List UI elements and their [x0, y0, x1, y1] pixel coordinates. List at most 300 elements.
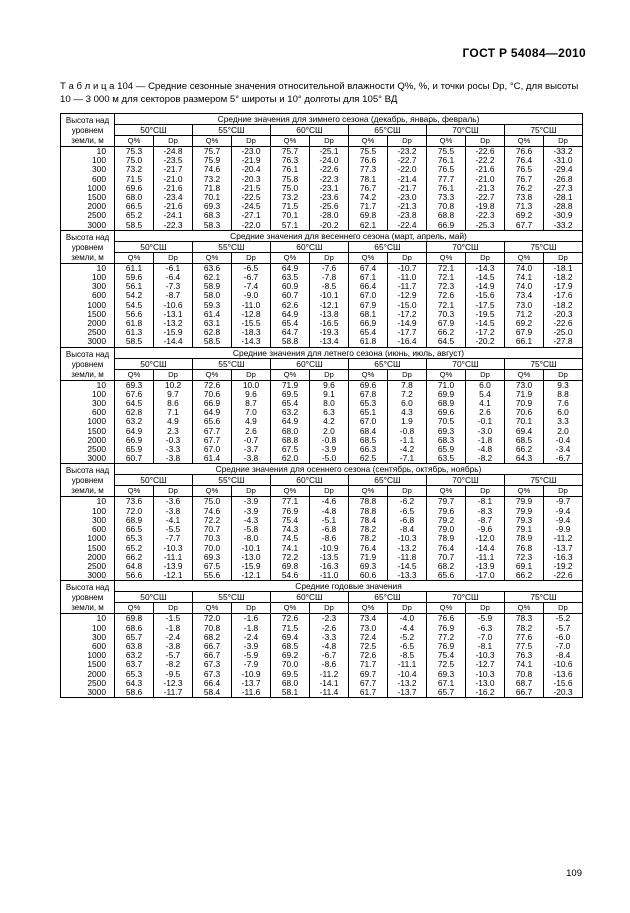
dewpoint-cell: -4.8: [310, 507, 349, 516]
humidity-subheader: Q%: [505, 603, 544, 614]
dewpoint-cell: -13.3: [388, 571, 427, 581]
humidity-cell: 71.5: [271, 202, 310, 211]
altitude-cell: 2500: [61, 679, 115, 688]
humidity-cell: 73.0: [349, 624, 388, 633]
table-row: [61, 193, 583, 202]
humidity-cell: 67.5: [271, 445, 310, 454]
humidity-subheader: Q%: [115, 136, 154, 147]
humidity-cell: 65.6: [193, 417, 232, 426]
humidity-cell: 68.3: [427, 436, 466, 445]
humidity-cell: 73.0: [505, 380, 544, 390]
humidity-cell: 76.6: [349, 156, 388, 165]
humidity-cell: 78.8: [349, 497, 388, 507]
dewpoint-cell: -15.6: [466, 291, 505, 300]
dewpoint-cell: -19.8: [466, 202, 505, 211]
dewpoint-cell: -26.8: [544, 175, 583, 184]
dewpoint-cell: -24.8: [154, 147, 193, 157]
dewpoint-cell: -20.3: [544, 310, 583, 319]
height-column-header: Высота над уровнем земли, м: [61, 230, 115, 263]
dewpoint-cell: -7.0: [544, 642, 583, 651]
dewpoint-subheader: Dp: [466, 136, 505, 147]
altitude-cell: 1000: [61, 534, 115, 543]
humidity-cell: 65.3: [115, 670, 154, 679]
dewpoint-cell: -23.5: [154, 156, 193, 165]
dewpoint-cell: -22.0: [388, 165, 427, 174]
humidity-cell: 78.2: [349, 525, 388, 534]
dewpoint-subheader: Dp: [466, 603, 505, 614]
dewpoint-cell: -12.7: [466, 660, 505, 669]
altitude-cell: 10: [61, 263, 115, 273]
dewpoint-cell: -8.1: [466, 642, 505, 651]
dewpoint-cell: -6.3: [466, 624, 505, 633]
humidity-cell: 72.2: [193, 516, 232, 525]
humidity-cell: 66.2: [115, 553, 154, 562]
altitude-cell: 3000: [61, 688, 115, 698]
humidity-subheader: Q%: [271, 603, 310, 614]
dewpoint-cell: 8.8: [544, 390, 583, 399]
altitude-cell: 100: [61, 273, 115, 282]
dewpoint-cell: 4.2: [310, 417, 349, 426]
humidity-cell: 67.0: [349, 417, 388, 426]
dewpoint-subheader: Dp: [466, 369, 505, 380]
humidity-cell: 62.8: [193, 328, 232, 337]
altitude-cell: 600: [61, 642, 115, 651]
dewpoint-cell: -25.1: [310, 147, 349, 157]
humidity-cell: 76.4: [349, 544, 388, 553]
dewpoint-cell: -7.1: [388, 454, 427, 464]
humidity-cell: 69.5: [271, 390, 310, 399]
humidity-cell: 76.8: [505, 544, 544, 553]
humidity-cell: 60.7: [115, 454, 154, 464]
dewpoint-cell: 1.9: [388, 417, 427, 426]
dewpoint-cell: -12.0: [466, 534, 505, 543]
dewpoint-cell: -4.8: [466, 445, 505, 454]
altitude-cell: 100: [61, 390, 115, 399]
humidity-cell: 74.1: [505, 273, 544, 282]
humidity-cell: 75.5: [427, 147, 466, 157]
humidity-cell: 61.7: [349, 688, 388, 698]
table-row: [61, 436, 583, 445]
dewpoint-cell: -20.2: [466, 337, 505, 347]
humidity-cell: 67.1: [349, 273, 388, 282]
humidity-cell: 69.4: [271, 633, 310, 642]
table-row: [61, 165, 583, 174]
humidity-cell: 75.4: [271, 516, 310, 525]
table-row: [61, 310, 583, 319]
dewpoint-cell: -3.9: [310, 445, 349, 454]
dewpoint-cell: -11.8: [388, 553, 427, 562]
dewpoint-cell: -5.0: [310, 454, 349, 464]
dewpoint-cell: 5.4: [466, 390, 505, 399]
humidity-cell: 75.8: [271, 175, 310, 184]
dewpoint-cell: -6.5: [232, 263, 271, 273]
humidity-cell: 70.0: [193, 544, 232, 553]
dewpoint-cell: -25.6: [310, 202, 349, 211]
dewpoint-cell: -4.0: [388, 614, 427, 624]
humidity-cell: 69.3: [427, 670, 466, 679]
dewpoint-cell: -12.9: [388, 291, 427, 300]
humidity-cell: 71.5: [271, 624, 310, 633]
altitude-cell: 600: [61, 291, 115, 300]
dewpoint-cell: 7.1: [154, 408, 193, 417]
dewpoint-cell: -15.5: [232, 319, 271, 328]
humidity-cell: 58.1: [271, 688, 310, 698]
altitude-cell: 1000: [61, 651, 115, 660]
dewpoint-subheader: Dp: [544, 486, 583, 497]
humidity-cell: 67.7: [349, 679, 388, 688]
dewpoint-cell: 8.0: [310, 399, 349, 408]
altitude-cell: 2000: [61, 436, 115, 445]
table-row: [61, 380, 583, 390]
humidity-cell: 66.5: [115, 525, 154, 534]
dewpoint-cell: -16.3: [544, 553, 583, 562]
dewpoint-cell: -16.3: [310, 562, 349, 571]
dewpoint-subheader: Dp: [388, 603, 427, 614]
section-title: Средние значения для зимнего сезона (декабрь, январь, февраль): [115, 114, 583, 125]
altitude-cell: 10: [61, 380, 115, 390]
dewpoint-cell: -3.7: [232, 445, 271, 454]
humidity-cell: 72.4: [349, 633, 388, 642]
humidity-cell: 66.7: [505, 688, 544, 698]
dewpoint-cell: -13.2: [388, 679, 427, 688]
humidity-cell: 65.4: [349, 328, 388, 337]
humidity-cell: 77.3: [349, 165, 388, 174]
dewpoint-cell: 9.3: [544, 380, 583, 390]
dewpoint-cell: -13.0: [466, 679, 505, 688]
humidity-subheader: Q%: [271, 369, 310, 380]
humidity-cell: 73.3: [427, 193, 466, 202]
humidity-subheader: Q%: [349, 486, 388, 497]
dewpoint-cell: -17.0: [466, 571, 505, 581]
dewpoint-cell: -3.3: [154, 445, 193, 454]
humidity-cell: 78.3: [505, 614, 544, 624]
height-column-header: Высота над уровнем земли, м: [61, 114, 115, 147]
humidity-cell: 72.3: [427, 282, 466, 291]
dewpoint-subheader: Dp: [232, 603, 271, 614]
dewpoint-cell: -21.5: [232, 184, 271, 193]
height-column-header: Высота над уровнем земли, м: [61, 464, 115, 497]
dewpoint-cell: 2.6: [466, 408, 505, 417]
dewpoint-cell: -7.8: [310, 273, 349, 282]
altitude-cell: 1000: [61, 301, 115, 310]
altitude-cell: 1500: [61, 544, 115, 553]
humidity-cell: 70.6: [505, 408, 544, 417]
altitude-cell: 600: [61, 408, 115, 417]
humidity-cell: 62.0: [271, 454, 310, 464]
dewpoint-cell: -20.2: [310, 221, 349, 231]
dewpoint-cell: -14.4: [154, 337, 193, 347]
humidity-cell: 66.7: [193, 651, 232, 660]
humidity-cell: 71.3: [505, 202, 544, 211]
dewpoint-cell: -13.7: [388, 688, 427, 698]
humidity-cell: 73.6: [115, 497, 154, 507]
table-row: [61, 571, 583, 581]
dewpoint-cell: -3.8: [154, 642, 193, 651]
dewpoint-cell: -18.3: [232, 328, 271, 337]
table-row: [61, 445, 583, 454]
humidity-cell: 66.4: [193, 679, 232, 688]
humidity-cell: 67.7: [193, 436, 232, 445]
humidity-subheader: Q%: [427, 603, 466, 614]
dewpoint-cell: -10.3: [466, 651, 505, 660]
humidity-cell: 71.9: [505, 390, 544, 399]
humidity-subheader: Q%: [193, 136, 232, 147]
humidity-cell: 55.6: [193, 571, 232, 581]
dewpoint-cell: -0.8: [388, 427, 427, 436]
humidity-cell: 69.6: [115, 184, 154, 193]
table-row: [61, 408, 583, 417]
dewpoint-cell: -21.4: [388, 175, 427, 184]
section-data: [61, 380, 583, 464]
humidity-cell: 79.7: [427, 497, 466, 507]
humidity-cell: 67.0: [349, 291, 388, 300]
dewpoint-cell: -8.7: [154, 291, 193, 300]
humidity-cell: 74.5: [271, 534, 310, 543]
dewpoint-cell: -23.6: [310, 193, 349, 202]
humidity-subheader: Q%: [115, 252, 154, 263]
humidity-cell: 60.9: [271, 282, 310, 291]
humidity-cell: 66.9: [349, 319, 388, 328]
humidity-cell: 68.5: [505, 436, 544, 445]
humidity-cell: 66.4: [349, 282, 388, 291]
dewpoint-subheader: Dp: [388, 369, 427, 380]
humidity-cell: 67.9: [349, 301, 388, 310]
dewpoint-cell: 9.7: [154, 390, 193, 399]
humidity-subheader: Q%: [271, 136, 310, 147]
dewpoint-cell: -16.2: [466, 688, 505, 698]
humidity-cell: 75.0: [271, 184, 310, 193]
humidity-cell: 63.2: [115, 417, 154, 426]
humidity-cell: 79.0: [427, 525, 466, 534]
table-row: [61, 633, 583, 642]
table-row: [61, 651, 583, 660]
altitude-cell: 1500: [61, 660, 115, 669]
humidity-cell: 58.4: [193, 688, 232, 698]
dewpoint-cell: -3.9: [232, 507, 271, 516]
latitude-header: 60°СШ: [271, 125, 349, 136]
dewpoint-cell: 7.0: [232, 408, 271, 417]
dewpoint-subheader: Dp: [388, 252, 427, 263]
table-row: [61, 670, 583, 679]
dewpoint-cell: -9.5: [154, 670, 193, 679]
dewpoint-cell: -21.6: [466, 165, 505, 174]
humidity-cell: 67.7: [505, 221, 544, 231]
dewpoint-cell: -12.1: [232, 571, 271, 581]
dewpoint-cell: -9.4: [544, 507, 583, 516]
latitude-header: 70°СШ: [427, 241, 505, 252]
humidity-cell: 68.2: [427, 562, 466, 571]
humidity-cell: 57.1: [271, 221, 310, 231]
humidity-cell: 62.8: [115, 408, 154, 417]
dewpoint-cell: -21.7: [388, 184, 427, 193]
dewpoint-cell: 10.0: [232, 380, 271, 390]
dewpoint-cell: 9.6: [232, 390, 271, 399]
humidity-subheader: Q%: [115, 369, 154, 380]
dewpoint-cell: -14.5: [388, 562, 427, 571]
humidity-cell: 66.5: [115, 202, 154, 211]
dewpoint-cell: -0.1: [466, 417, 505, 426]
latitude-header: 50°СШ: [115, 125, 193, 136]
humidity-cell: 58.5: [115, 221, 154, 231]
altitude-cell: 100: [61, 624, 115, 633]
humidity-cell: 64.9: [115, 427, 154, 436]
humidity-cell: 76.4: [505, 156, 544, 165]
altitude-cell: 600: [61, 175, 115, 184]
latitude-header: 65°СШ: [349, 358, 427, 369]
humidity-cell: 79.9: [505, 507, 544, 516]
dewpoint-cell: -15.0: [388, 301, 427, 310]
standard-header: ГОСТ Р 54084—2010: [462, 46, 586, 60]
dewpoint-cell: -13.8: [310, 310, 349, 319]
humidity-cell: 70.1: [193, 193, 232, 202]
humidity-cell: 74.6: [193, 507, 232, 516]
dewpoint-cell: -25.0: [544, 328, 583, 337]
dewpoint-cell: -18.2: [544, 301, 583, 310]
humidity-subheader: Q%: [505, 486, 544, 497]
table-row: [61, 553, 583, 562]
humidity-cell: 68.5: [349, 436, 388, 445]
dewpoint-cell: 7.6: [544, 399, 583, 408]
humidity-cell: 64.3: [505, 454, 544, 464]
humidity-cell: 67.5: [193, 562, 232, 571]
dewpoint-cell: -5.7: [544, 624, 583, 633]
dewpoint-cell: -11.2: [544, 534, 583, 543]
humidity-cell: 74.1: [271, 544, 310, 553]
section-title: Средние годовые значения: [115, 581, 583, 592]
dewpoint-cell: -10.4: [388, 670, 427, 679]
humidity-cell: 63.2: [115, 651, 154, 660]
dewpoint-cell: 2.3: [154, 427, 193, 436]
dewpoint-cell: -8.2: [466, 454, 505, 464]
humidity-cell: 73.8: [505, 193, 544, 202]
humidity-cell: 68.9: [427, 399, 466, 408]
dewpoint-cell: -13.0: [232, 553, 271, 562]
dewpoint-cell: -13.6: [544, 670, 583, 679]
humidity-cell: 66.1: [505, 337, 544, 347]
humidity-cell: 64.9: [271, 263, 310, 273]
humidity-cell: 73.2: [115, 165, 154, 174]
dewpoint-cell: -5.7: [154, 651, 193, 660]
dewpoint-cell: -22.6: [310, 165, 349, 174]
humidity-cell: 69.3: [193, 553, 232, 562]
dewpoint-cell: -6.0: [544, 633, 583, 642]
dewpoint-cell: -4.6: [310, 497, 349, 507]
humidity-cell: 76.7: [349, 184, 388, 193]
humidity-cell: 68.1: [349, 310, 388, 319]
humidity-subheader: Q%: [271, 486, 310, 497]
humidity-subheader: Q%: [505, 136, 544, 147]
humidity-cell: 76.9: [427, 642, 466, 651]
humidity-cell: 66.7: [193, 642, 232, 651]
dewpoint-cell: -8.4: [544, 651, 583, 660]
dewpoint-cell: -6.7: [544, 454, 583, 464]
humidity-cell: 71.9: [271, 380, 310, 390]
dewpoint-cell: -23.0: [388, 193, 427, 202]
dewpoint-cell: -13.5: [310, 553, 349, 562]
humidity-cell: 60.6: [349, 571, 388, 581]
table-row: [61, 399, 583, 408]
humidity-subheader: Q%: [271, 252, 310, 263]
altitude-cell: 10: [61, 147, 115, 157]
dewpoint-cell: -12.1: [310, 301, 349, 310]
dewpoint-cell: -21.0: [466, 175, 505, 184]
humidity-cell: 67.0: [193, 445, 232, 454]
humidity-cell: 68.8: [271, 436, 310, 445]
dewpoint-cell: -10.6: [544, 660, 583, 669]
humidity-cell: 78.8: [349, 507, 388, 516]
dewpoint-cell: -8.3: [466, 507, 505, 516]
humidity-subheader: Q%: [193, 603, 232, 614]
dewpoint-cell: -14.3: [466, 263, 505, 273]
humidity-cell: 69.3: [427, 427, 466, 436]
table-row: [61, 534, 583, 543]
dewpoint-cell: -19.3: [310, 328, 349, 337]
humidity-cell: 71.0: [427, 380, 466, 390]
altitude-cell: 2000: [61, 553, 115, 562]
humidity-cell: 76.6: [427, 614, 466, 624]
dewpoint-cell: -5.2: [388, 633, 427, 642]
humidity-subheader: Q%: [427, 369, 466, 380]
dewpoint-cell: -2.3: [310, 614, 349, 624]
humidity-cell: 79.3: [505, 516, 544, 525]
section-header: [61, 114, 583, 147]
dewpoint-cell: -11.7: [388, 282, 427, 291]
humidity-cell: 66.3: [349, 445, 388, 454]
dewpoint-cell: -23.4: [154, 193, 193, 202]
humidity-cell: 77.5: [505, 642, 544, 651]
altitude-cell: 1000: [61, 184, 115, 193]
dewpoint-cell: -10.1: [232, 544, 271, 553]
table-row: [61, 291, 583, 300]
dewpoint-cell: -4.8: [310, 642, 349, 651]
dewpoint-cell: -13.2: [154, 319, 193, 328]
section-header: [61, 230, 583, 263]
humidity-cell: 72.0: [193, 614, 232, 624]
dewpoint-cell: -10.3: [388, 534, 427, 543]
dewpoint-cell: -8.7: [466, 516, 505, 525]
latitude-header: 75°СШ: [505, 475, 583, 486]
dewpoint-cell: -14.5: [466, 319, 505, 328]
humidity-cell: 71.2: [505, 310, 544, 319]
dewpoint-cell: -20.4: [232, 165, 271, 174]
dewpoint-cell: -8.4: [388, 525, 427, 534]
humidity-cell: 58.5: [115, 337, 154, 347]
table-row: [61, 660, 583, 669]
dewpoint-cell: -13.7: [544, 544, 583, 553]
humidity-cell: 72.1: [427, 301, 466, 310]
humidity-cell: 68.9: [115, 516, 154, 525]
humidity-cell: 67.9: [505, 328, 544, 337]
dewpoint-cell: -1.1: [388, 436, 427, 445]
dewpoint-cell: 6.0: [466, 380, 505, 390]
humidity-cell: 76.4: [427, 544, 466, 553]
dewpoint-cell: -6.5: [388, 507, 427, 516]
humidity-subheader: Q%: [193, 369, 232, 380]
dewpoint-cell: -13.9: [154, 562, 193, 571]
dewpoint-cell: -7.7: [154, 534, 193, 543]
table-row: [61, 337, 583, 347]
dewpoint-cell: -27.8: [544, 337, 583, 347]
dewpoint-subheader: Dp: [310, 369, 349, 380]
dewpoint-cell: 2.0: [544, 427, 583, 436]
altitude-cell: 300: [61, 633, 115, 642]
humidity-cell: 67.7: [193, 427, 232, 436]
section-header: [61, 581, 583, 614]
latitude-header: 60°СШ: [271, 592, 349, 603]
humidity-cell: 69.7: [349, 670, 388, 679]
dewpoint-cell: -11.0: [388, 273, 427, 282]
dewpoint-cell: 4.3: [388, 408, 427, 417]
